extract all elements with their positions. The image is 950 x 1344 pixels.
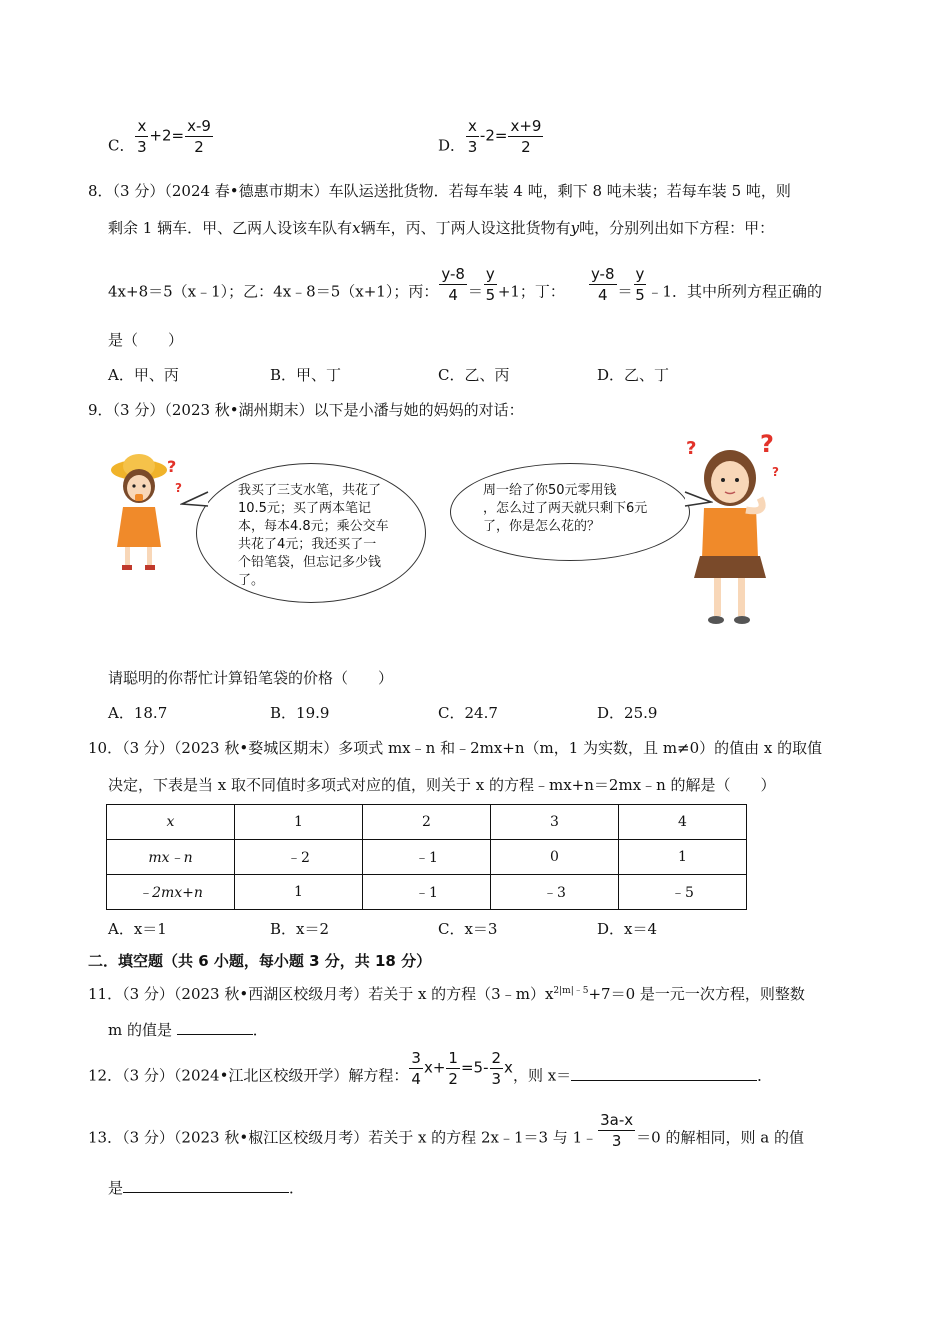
q10-line1: 10．（3 分）（2023 秋•婺城区期末）多项式 mx﹣n 和﹣2mx+n（m，1 为实数，且 m≠0）的值由 x 的取值 [88, 739, 823, 757]
svg-text:?: ? [772, 465, 779, 479]
q8-line3: 4x+8＝5（x﹣1）；乙：4x﹣8＝5（x+1）；丙： $\frac{y-8}{4}$ ＝ $\frac{y}{5}$ +1；丁： $\frac{y-8}{4}$ ＝ $\frac{y}{5}$ ﹣1．其中所列方程正确的 [108, 265, 822, 304]
q8-line4: 是（ ） [108, 331, 184, 349]
table-cell: 1 [235, 805, 363, 840]
q7-d-fraction-1: $\frac{x}{3}$ [467, 117, 478, 156]
q8-bing-fraction-1: $\frac{y-8}{4}$ [441, 265, 465, 304]
q10-option-a: A．x＝1 [108, 920, 167, 938]
table-cell: ﹣1 [363, 875, 491, 910]
q9-line1: 9．（3 分）（2023 秋•湖州期末）以下是小潘与她的妈妈的对话： [88, 401, 524, 419]
q11-answer-blank[interactable] [177, 1020, 253, 1035]
q11-line1: 11．（3 分）（2023 秋•西湖区校级月考）若关于 x 的方程$(3﹣m)x^{2|m|﹣5}+7=0$ 是一元一次方程，则整数 [88, 985, 805, 1003]
left-bubble-tail [180, 490, 210, 510]
table-cell: 4 [619, 805, 747, 840]
q10-option-c: C．x＝3 [438, 920, 498, 938]
left-bubble-text: 我买了三支水笔，共花了 10.5元；买了两本笔记 本，每本4.8元；乘公交车 共花了4元；我还买了一 个铅笔袋，但忘记多少钱 了。 [238, 483, 389, 588]
table-cell: 1 [619, 840, 747, 875]
q12-answer-blank[interactable] [571, 1066, 757, 1081]
q13-line2: 是 ． [108, 1179, 305, 1197]
svg-text:?: ? [686, 438, 697, 459]
q8-ding-fraction-2: $\frac{y}{5}$ [635, 265, 645, 304]
q9-option-b: B．19.9 [270, 704, 330, 722]
table-cell: mx﹣n [107, 840, 235, 875]
table-cell: ﹣3 [491, 875, 619, 910]
q12-fraction-1: $\frac{3}{4}$ [411, 1049, 421, 1088]
girl-illustration [105, 452, 190, 577]
svg-text:?: ? [167, 457, 177, 476]
q10-option-b: B．x＝2 [270, 920, 330, 938]
q8-option-a: A．甲、丙 [108, 366, 179, 384]
q8-bing-fraction-2: $\frac{y}{5}$ [485, 265, 496, 304]
q12-fraction-3: $\frac{2}{3}$ [491, 1049, 502, 1088]
table-row [107, 840, 747, 875]
q8-option-b: B．甲、丁 [270, 366, 342, 384]
table-cell: 1 [235, 875, 363, 910]
q9-option-d: D．25.9 [597, 704, 658, 722]
q7-c-fraction-1: $\frac{x}{3}$ [137, 117, 147, 156]
table-row [107, 875, 747, 910]
table-cell: ﹣5 [619, 875, 747, 910]
mother-illustration [680, 428, 790, 633]
q8-option-d: D．乙、丁 [597, 366, 670, 384]
q10-value-table [106, 804, 747, 910]
svg-text:?: ? [175, 481, 182, 495]
q7-c-fraction-2: $\frac{x-9}{2}$ [187, 117, 211, 156]
q7-d-fraction-2: $\frac{x+9}{2}$ [510, 117, 542, 156]
table-header-row [107, 805, 747, 840]
q11-line2: m 的值是 ． [108, 1021, 268, 1039]
table-cell: x [107, 805, 235, 840]
table-cell: 3 [491, 805, 619, 840]
q8-line2: 剩余 1 辆车．甲、乙两人设该车队有x辆车，丙、丁两人设这批货物有y吨，分别列出如下方程：甲： [108, 219, 775, 237]
section-title: 二．填空题（共 6 小题，每小题 3 分，共 18 分） [88, 952, 432, 970]
table-cell: ﹣1 [363, 840, 491, 875]
q9-option-a: A．18.7 [108, 704, 168, 722]
q9-option-c: C．24.7 [438, 704, 498, 722]
q13-fraction: $\frac{3a-x}{3}$ [600, 1111, 634, 1150]
q10-line2: 决定，下表是当 x 取不同值时多项式对应的值，则关于 x 的方程﹣mx+n＝2mx﹣n 的解是（ ） [108, 776, 776, 794]
q8-option-c: C．乙、丙 [438, 366, 510, 384]
svg-text:?: ? [760, 430, 774, 458]
right-bubble-text: 周一给了你50元零用钱 ，怎么过了两天就只剩下6元 了，你是怎么花的？ [483, 483, 648, 534]
q7-option-d: D． $\frac{x}{3}$ -2= $\frac{x+9}{2}$ [438, 117, 542, 156]
q9-question: 请聪明的你帮忙计算铅笔袋的价格（ ） [108, 669, 394, 687]
table-cell: ﹣2mx+n [107, 875, 235, 910]
q8-line1: 8．（3 分）（2024 春•德惠市期末）车队运送批货物．若每车装 4 吨，剩下 8 吨未装；若每车装 5 吨，则 [88, 182, 791, 200]
table-cell: ﹣2 [235, 840, 363, 875]
q10-option-d: D．x＝4 [597, 920, 658, 938]
q7-option-c: C． $\frac{x}{3}$ +2= $\frac{x-9}{2}$ [108, 117, 211, 156]
table-cell: 0 [491, 840, 619, 875]
q8-ding-fraction-1: $\frac{y-8}{4}$ [590, 265, 615, 304]
q13-line1: 13．（3 分）（2023 秋•椒江区校级月考）若关于 x 的方程 2x﹣1＝3 与 1﹣ $\frac{3a-x}{3}$ ＝0 的解相同，则 a 的值 [88, 1111, 804, 1150]
q12-line: 12．（3 分）（2024•江北区校级开学）解方程： $\frac{3}{4}$ x+ $\frac{1}{2}$ =5- $\frac{2}{3}$ x，则 x＝ ． [88, 1049, 773, 1088]
q13-answer-blank[interactable] [123, 1178, 289, 1193]
table-cell: 2 [363, 805, 491, 840]
q12-fraction-2: $\frac{1}{2}$ [448, 1049, 458, 1088]
